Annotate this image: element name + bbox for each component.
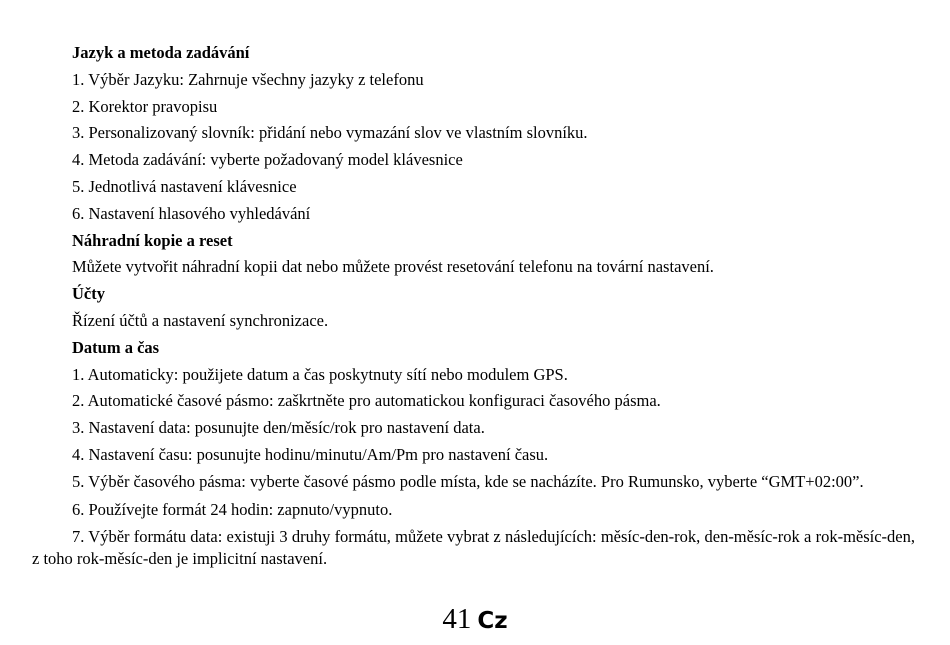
section-text-backup: Můžete vytvořit náhradní kopii dat nebo můžete provést resetování telefonu na tovární nastavení. <box>72 257 714 277</box>
section-heading-accounts: Účty <box>72 284 105 304</box>
list-item: 1. Automaticky: použijete datum a čas poskytnuty sítí nebo modulem GPS. <box>72 364 568 384</box>
section-heading-datetime: Datum a čas <box>72 337 160 357</box>
list-item: 5. Výběr časového pásma: vyberte časové pásmo podle místa, kde se nacházíte. Pro Rumunsko, vyberte “GMT+02:00”. <box>72 471 864 491</box>
list-item: 5. Jednotlivá nastavení klávesnice <box>72 176 297 196</box>
list-item: 3. Personalizovaný slovník: přidání nebo vymazání slov ve vlastním slovníku. <box>72 123 588 143</box>
list-item: 2. Automatické časové pásmo: zaškrtněte pro automatickou konfiguraci časového pásma. <box>72 391 661 411</box>
list-item: 2. Korektor pravopisu <box>72 96 218 116</box>
list-item: 1. Výběr Jazyku: Zahrnuje všechny jazyky z telefonu <box>72 69 424 89</box>
language-code: Cz <box>477 608 508 634</box>
list-item: 4. Metoda zadávání: vyberte požadovaný model klávesnice <box>72 150 463 170</box>
page-number: 41 <box>442 603 472 635</box>
document-page <box>32 40 915 574</box>
list-item: 3. Nastavení data: posunujte den/měsíc/rok pro nastavení data. <box>72 418 485 438</box>
section-heading-input: Jazyk a metoda zadávání <box>72 43 250 62</box>
list-item: 6. Nastavení hlasového vyhledávání <box>72 203 311 223</box>
list-item: 6. Používejte formát 24 hodin: zapnuto/vypnuto. <box>72 499 393 519</box>
list-item: 4. Nastavení času: posunujte hodinu/minutu/Am/Pm pro nastavení času. <box>72 444 549 464</box>
section-heading-backup: Náhradní kopie a reset <box>72 230 233 250</box>
section-text-accounts: Řízení účtů a nastavení synchronizace. <box>72 310 329 330</box>
list-item: 7. Výběr formátu data: existuji 3 druhy formátu, můžete vybrat z následujících: měsíc-den-rok, den-měsíc-rok a rok-měsíc-den, z toho rok-měsíc-den je implicitní nastavení. <box>32 526 915 568</box>
page-footer <box>0 603 950 636</box>
